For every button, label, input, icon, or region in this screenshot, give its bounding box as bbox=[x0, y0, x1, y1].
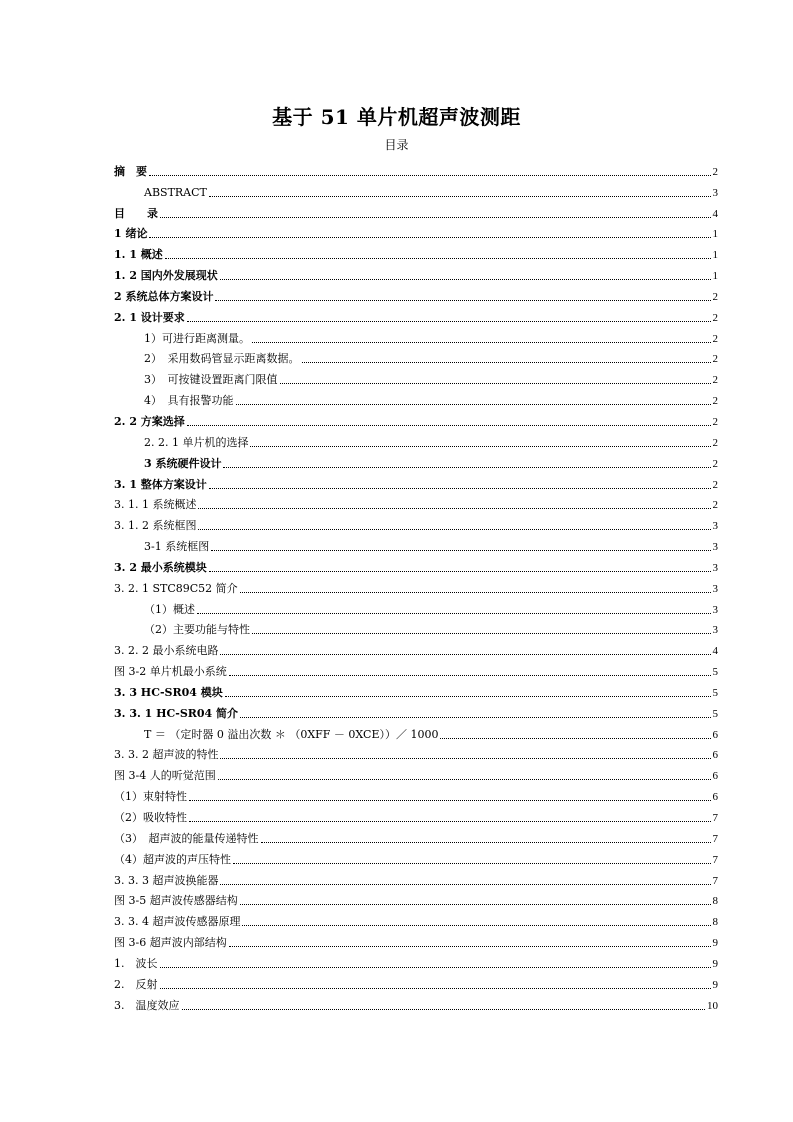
toc-entry-page: 6 bbox=[712, 791, 718, 804]
toc-entry[interactable] bbox=[114, 366, 718, 387]
toc-entry-page: 3 bbox=[712, 186, 718, 199]
toc-entry-label: 3 系统硬件设计 bbox=[144, 456, 222, 470]
toc-entry-label: 图 3-6 超声波内部结构 bbox=[114, 936, 227, 950]
toc-entry-label: 3-1 系统框图 bbox=[144, 540, 210, 554]
toc-dot-leader bbox=[225, 696, 711, 697]
toc-entry-page: 2 bbox=[712, 165, 718, 178]
toc-entry-label: 2. 反射 bbox=[114, 977, 158, 991]
toc-entry-label: 3. 3. 1 HC-SR04 简介 bbox=[114, 706, 239, 720]
toc-entry-page: 2 bbox=[712, 374, 718, 387]
toc-entry-page: 1 bbox=[712, 249, 718, 262]
toc-dot-leader bbox=[189, 800, 711, 801]
toc-entry-page: 2 bbox=[712, 457, 718, 470]
toc-entry[interactable] bbox=[114, 929, 718, 950]
toc-entry[interactable] bbox=[114, 783, 718, 804]
toc-entry[interactable] bbox=[114, 346, 718, 367]
toc-entry-label: 图 3-4 人的听觉范围 bbox=[114, 769, 216, 783]
toc-entry-page: 3 bbox=[712, 603, 718, 616]
toc-entry[interactable] bbox=[114, 762, 718, 783]
toc-dot-leader bbox=[240, 592, 711, 593]
toc-dot-leader bbox=[236, 404, 711, 405]
toc-dot-leader bbox=[149, 175, 711, 176]
toc-dot-leader bbox=[240, 904, 711, 905]
toc-entry-page: 6 bbox=[712, 749, 718, 762]
toc-entry-label: 3. 1. 1 系统概述 bbox=[114, 498, 197, 512]
toc-entry-page: 3 bbox=[712, 624, 718, 637]
toc-dot-leader bbox=[160, 967, 711, 968]
toc-entry[interactable] bbox=[114, 221, 718, 242]
toc-dot-leader bbox=[233, 863, 711, 864]
toc-entry-page: 4 bbox=[712, 645, 718, 658]
toc-entry-label: 2. 1 设计要求 bbox=[114, 310, 185, 324]
toc-dot-leader bbox=[187, 425, 711, 426]
toc-entry-label: 3. 2. 1 STC89C52 简介 bbox=[114, 581, 238, 595]
toc-dot-leader bbox=[218, 779, 711, 780]
toc-entry[interactable] bbox=[114, 950, 718, 971]
toc-entry[interactable] bbox=[114, 283, 718, 304]
toc-entry-page: 8 bbox=[712, 916, 718, 929]
toc-entry-label: 2 系统总体方案设计 bbox=[114, 289, 214, 303]
table-of-contents bbox=[114, 158, 718, 1013]
toc-entry-page: 9 bbox=[712, 978, 718, 991]
toc-dot-leader bbox=[223, 467, 710, 468]
toc-entry[interactable] bbox=[114, 200, 718, 221]
toc-dot-leader bbox=[182, 1009, 706, 1010]
toc-entry[interactable] bbox=[114, 825, 718, 846]
toc-entry[interactable] bbox=[114, 325, 718, 346]
toc-entry[interactable] bbox=[114, 304, 718, 325]
toc-entry[interactable] bbox=[114, 158, 718, 179]
toc-entry-page: 3 bbox=[712, 582, 718, 595]
toc-entry-label: 图 3-5 超声波传感器结构 bbox=[114, 894, 238, 908]
toc-entry-label: 3. 1. 2 系统框图 bbox=[114, 519, 197, 533]
toc-entry-page: 2 bbox=[712, 436, 718, 449]
toc-dot-leader bbox=[220, 758, 710, 759]
toc-dot-leader bbox=[198, 508, 710, 509]
toc-entry-page: 10 bbox=[707, 999, 718, 1012]
toc-entry-page: 3 bbox=[712, 561, 718, 574]
toc-entry-page: 7 bbox=[712, 853, 718, 866]
toc-entry-page: 7 bbox=[712, 874, 718, 887]
toc-entry-page: 1 bbox=[712, 228, 718, 241]
toc-entry[interactable] bbox=[114, 387, 718, 408]
toc-entry-page: 2 bbox=[712, 478, 718, 491]
toc-dot-leader bbox=[242, 925, 710, 926]
toc-entry[interactable] bbox=[114, 596, 718, 617]
toc-entry-label: 2. 2 方案选择 bbox=[114, 414, 185, 428]
toc-dot-leader bbox=[160, 988, 711, 989]
toc-entry[interactable] bbox=[114, 512, 718, 533]
toc-dot-leader bbox=[261, 842, 711, 843]
toc-entry-label: 3. 3. 4 超声波传感器原理 bbox=[114, 915, 241, 929]
toc-entry-label: 3） 可按键设置距离门限值 bbox=[144, 373, 278, 387]
toc-entry-label: （2）吸收特性 bbox=[114, 811, 187, 824]
toc-entry-page: 4 bbox=[712, 207, 718, 220]
toc-entry[interactable] bbox=[114, 971, 718, 992]
toc-entry[interactable] bbox=[114, 241, 718, 262]
toc-entry-page: 2 bbox=[712, 499, 718, 512]
toc-dot-leader bbox=[209, 488, 711, 489]
toc-entry[interactable] bbox=[114, 908, 718, 929]
toc-dot-leader bbox=[189, 821, 711, 822]
toc-dot-leader bbox=[252, 633, 711, 634]
toc-entry[interactable] bbox=[114, 700, 718, 721]
toc-entry-page: 7 bbox=[712, 832, 718, 845]
toc-entry-label: （2）主要功能与特性 bbox=[144, 623, 250, 637]
toc-entry-label: 1 绪论 bbox=[114, 227, 148, 241]
toc-entry-page: 9 bbox=[712, 957, 718, 970]
toc-entry-page: 1 bbox=[712, 270, 718, 283]
toc-entry[interactable] bbox=[114, 471, 718, 492]
toc-entry[interactable] bbox=[114, 867, 718, 888]
toc-dot-leader bbox=[187, 321, 711, 322]
toc-entry[interactable] bbox=[114, 179, 718, 200]
toc-entry[interactable] bbox=[114, 533, 718, 554]
toc-entry-label: 3. 1 整体方案设计 bbox=[114, 477, 207, 491]
toc-dot-leader bbox=[149, 237, 710, 238]
toc-entry[interactable] bbox=[114, 742, 718, 763]
toc-entry[interactable] bbox=[114, 492, 718, 513]
toc-entry-page: 2 bbox=[712, 395, 718, 408]
toc-dot-leader bbox=[215, 300, 710, 301]
toc-entry-label: （3） 超声波的能量传递特性 bbox=[114, 831, 259, 845]
toc-entry[interactable] bbox=[114, 679, 718, 700]
toc-entry-page: 8 bbox=[712, 895, 718, 908]
toc-entry-label: （4）超声波的声压特性 bbox=[114, 852, 231, 866]
toc-dot-leader bbox=[209, 196, 711, 197]
toc-entry[interactable] bbox=[114, 617, 718, 638]
toc-entry-label: 3. 3 HC-SR04 模块 bbox=[114, 685, 223, 699]
toc-entry[interactable] bbox=[114, 992, 718, 1013]
toc-entry-label: 3. 3. 3 超声波换能器 bbox=[114, 873, 219, 887]
toc-dot-leader bbox=[250, 446, 710, 447]
toc-dot-leader bbox=[220, 654, 710, 655]
toc-entry[interactable] bbox=[114, 888, 718, 909]
toc-dot-leader bbox=[198, 529, 710, 530]
toc-dot-leader bbox=[229, 946, 711, 947]
toc-dot-leader bbox=[165, 258, 711, 259]
toc-entry-label: 摘 要 bbox=[114, 164, 147, 178]
toc-entry-label: 4） 具有报警功能 bbox=[144, 394, 234, 408]
toc-entry[interactable] bbox=[114, 721, 718, 742]
toc-entry-page: 5 bbox=[712, 707, 718, 720]
toc-entry-page: 9 bbox=[712, 937, 718, 950]
toc-entry-page: 2 bbox=[712, 353, 718, 366]
toc-entry[interactable] bbox=[114, 575, 718, 596]
toc-entry[interactable] bbox=[114, 408, 718, 429]
toc-entry-page: 2 bbox=[712, 415, 718, 428]
toc-dot-leader bbox=[197, 613, 711, 614]
toc-dot-leader bbox=[229, 675, 711, 676]
document-title: 基于 51 单片机超声波测距 bbox=[272, 105, 521, 129]
toc-entry-page: 7 bbox=[712, 812, 718, 824]
toc-entry-label: 2） 采用数码管显示距离数据。 bbox=[144, 352, 300, 366]
toc-entry-label: （1）概述 bbox=[144, 602, 195, 616]
toc-entry[interactable] bbox=[114, 804, 718, 825]
toc-entry-label: （1）束射特性 bbox=[114, 790, 187, 804]
toc-entry-label: 3. 3. 2 超声波的特性 bbox=[114, 748, 219, 762]
toc-entry-label: 1. 波长 bbox=[114, 956, 158, 970]
toc-dot-leader bbox=[252, 342, 711, 343]
toc-entry-page: 2 bbox=[712, 290, 718, 303]
toc-entry-label: 2. 2. 1 单片机的选择 bbox=[144, 435, 249, 449]
toc-entry-label: 1. 1 概述 bbox=[114, 248, 163, 262]
toc-dot-leader bbox=[220, 279, 711, 280]
toc-dot-leader bbox=[160, 217, 711, 218]
toc-dot-leader bbox=[209, 571, 711, 572]
toc-entry-page: 2 bbox=[712, 311, 718, 324]
toc-entry-page: 6 bbox=[712, 728, 718, 741]
toc-dot-leader bbox=[240, 717, 710, 718]
toc-entry-page: 5 bbox=[712, 666, 718, 679]
toc-entry-page: 5 bbox=[712, 686, 718, 699]
toc-entry[interactable] bbox=[114, 658, 718, 679]
toc-entry[interactable] bbox=[114, 429, 718, 450]
toc-entry[interactable] bbox=[114, 554, 718, 575]
toc-entry-page: 3 bbox=[712, 541, 718, 554]
toc-dot-leader bbox=[220, 884, 710, 885]
toc-entry-label: 3. 2. 2 最小系统电路 bbox=[114, 644, 219, 658]
toc-entry-label: T ＝ （定时器 0 溢出次数 ＊ （0XFF － 0XCE））／ 1000 bbox=[144, 727, 439, 741]
toc-entry-label: 3. 温度效应 bbox=[114, 998, 180, 1012]
toc-dot-leader bbox=[280, 383, 711, 384]
toc-entry-label: 目 录 bbox=[114, 206, 158, 220]
toc-entry-page: 2 bbox=[712, 332, 718, 345]
toc-entry-page: 3 bbox=[712, 520, 718, 533]
toc-entry-label: 图 3-2 单片机最小系统 bbox=[114, 665, 227, 679]
toc-dot-leader bbox=[302, 362, 711, 363]
toc-entry-label: ABSTRACT bbox=[144, 185, 207, 199]
toc-entry[interactable] bbox=[114, 637, 718, 658]
toc-entry-page: 6 bbox=[712, 770, 718, 783]
toc-entry-label: 3. 2 最小系统模块 bbox=[114, 560, 207, 574]
toc-entry-label: 1）可进行距离测量。 bbox=[144, 331, 250, 345]
toc-dot-leader bbox=[440, 738, 710, 739]
toc-entry[interactable] bbox=[114, 846, 718, 867]
toc-entry[interactable] bbox=[114, 450, 718, 471]
toc-heading: 目录 bbox=[384, 138, 409, 152]
toc-entry-label: 1. 2 国内外发展现状 bbox=[114, 269, 218, 283]
toc-entry[interactable] bbox=[114, 262, 718, 283]
toc-dot-leader bbox=[211, 550, 710, 551]
